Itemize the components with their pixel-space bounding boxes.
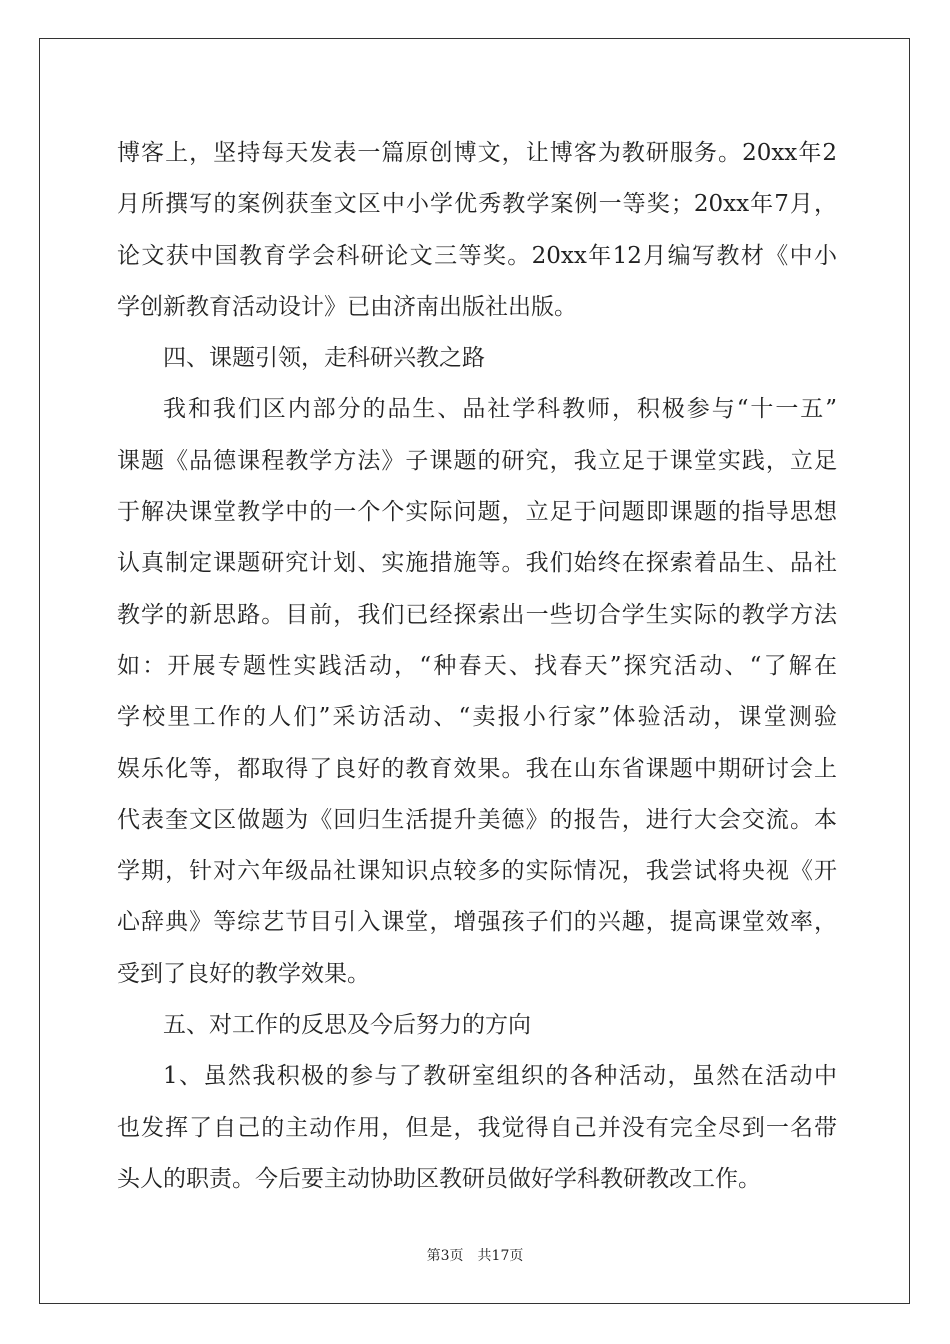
- text-line: 也发挥了自己的主动作用，但是，我觉得自己并没有完全尽到一名带: [117, 1114, 837, 1141]
- text-line: 心辞典》等综艺节目引入课堂，增强孩子们的兴趣，提高课堂效率，: [117, 909, 837, 936]
- text-line: 月所撰写的案例获奎文区中小学优秀教学案例一等奖；20xx年7月，: [117, 191, 837, 218]
- text-line: 四、课题引领，走科研兴教之路: [163, 345, 485, 372]
- text-line: 如：开展专题性实践活动，“种春天、找春天”探究活动、“了解在: [117, 652, 837, 679]
- text-line: 教学的新思路。目前，我们已经探索出一些切合学生实际的教学方法: [117, 601, 837, 628]
- text-line: 学期，针对六年级品社课知识点较多的实际情况，我尝试将央视《开: [117, 858, 837, 885]
- text-line: 博客上，坚持每天发表一篇原创博文，让博客为教研服务。20xx年2: [117, 140, 837, 166]
- text-line: 娱乐化等，都取得了良好的教育效果。我在山东省课题中期研讨会上: [117, 755, 837, 782]
- text-line: 论文获中国教育学会科研论文三等奖。20xx年12月编写教材《中小: [117, 242, 837, 269]
- text-line: 课题《品德课程教学方法》子课题的研究，我立足于课堂实践，立足: [117, 447, 837, 474]
- text-line: 五、对工作的反思及今后努力的方向: [163, 1012, 531, 1039]
- page-total: 共17页: [477, 1248, 524, 1264]
- text-line: 我和我们区内部分的品生、品社学科教师，积极参与“十一五”: [163, 396, 837, 423]
- document-body: [117, 128, 837, 1205]
- text-line: 学创新教育活动设计》已由济南出版社出版。: [117, 293, 577, 320]
- text-line: 认真制定课题研究计划、实施措施等。我们始终在探索着品生、品社: [117, 550, 837, 577]
- page-footer: [0, 1245, 950, 1265]
- text-line: 头人的职责。今后要主动协助区教研员做好学科教研教改工作。: [117, 1165, 761, 1192]
- text-line: 1、虽然我积极的参与了教研室组织的各种活动，虽然在活动中: [163, 1063, 837, 1090]
- text-line: 学校里工作的人们”采访活动、“卖报小行家”体验活动，课堂测验: [117, 704, 837, 731]
- text-line: 于解决课堂教学中的一个个实际问题，立足于问题即课题的指导思想: [117, 499, 837, 526]
- text-line: 代表奎文区做题为《回归生活提升美德》的报告，进行大会交流。本: [117, 806, 837, 833]
- text-line: 受到了良好的教学效果。: [117, 960, 370, 987]
- page-number: 第3页: [426, 1248, 464, 1264]
